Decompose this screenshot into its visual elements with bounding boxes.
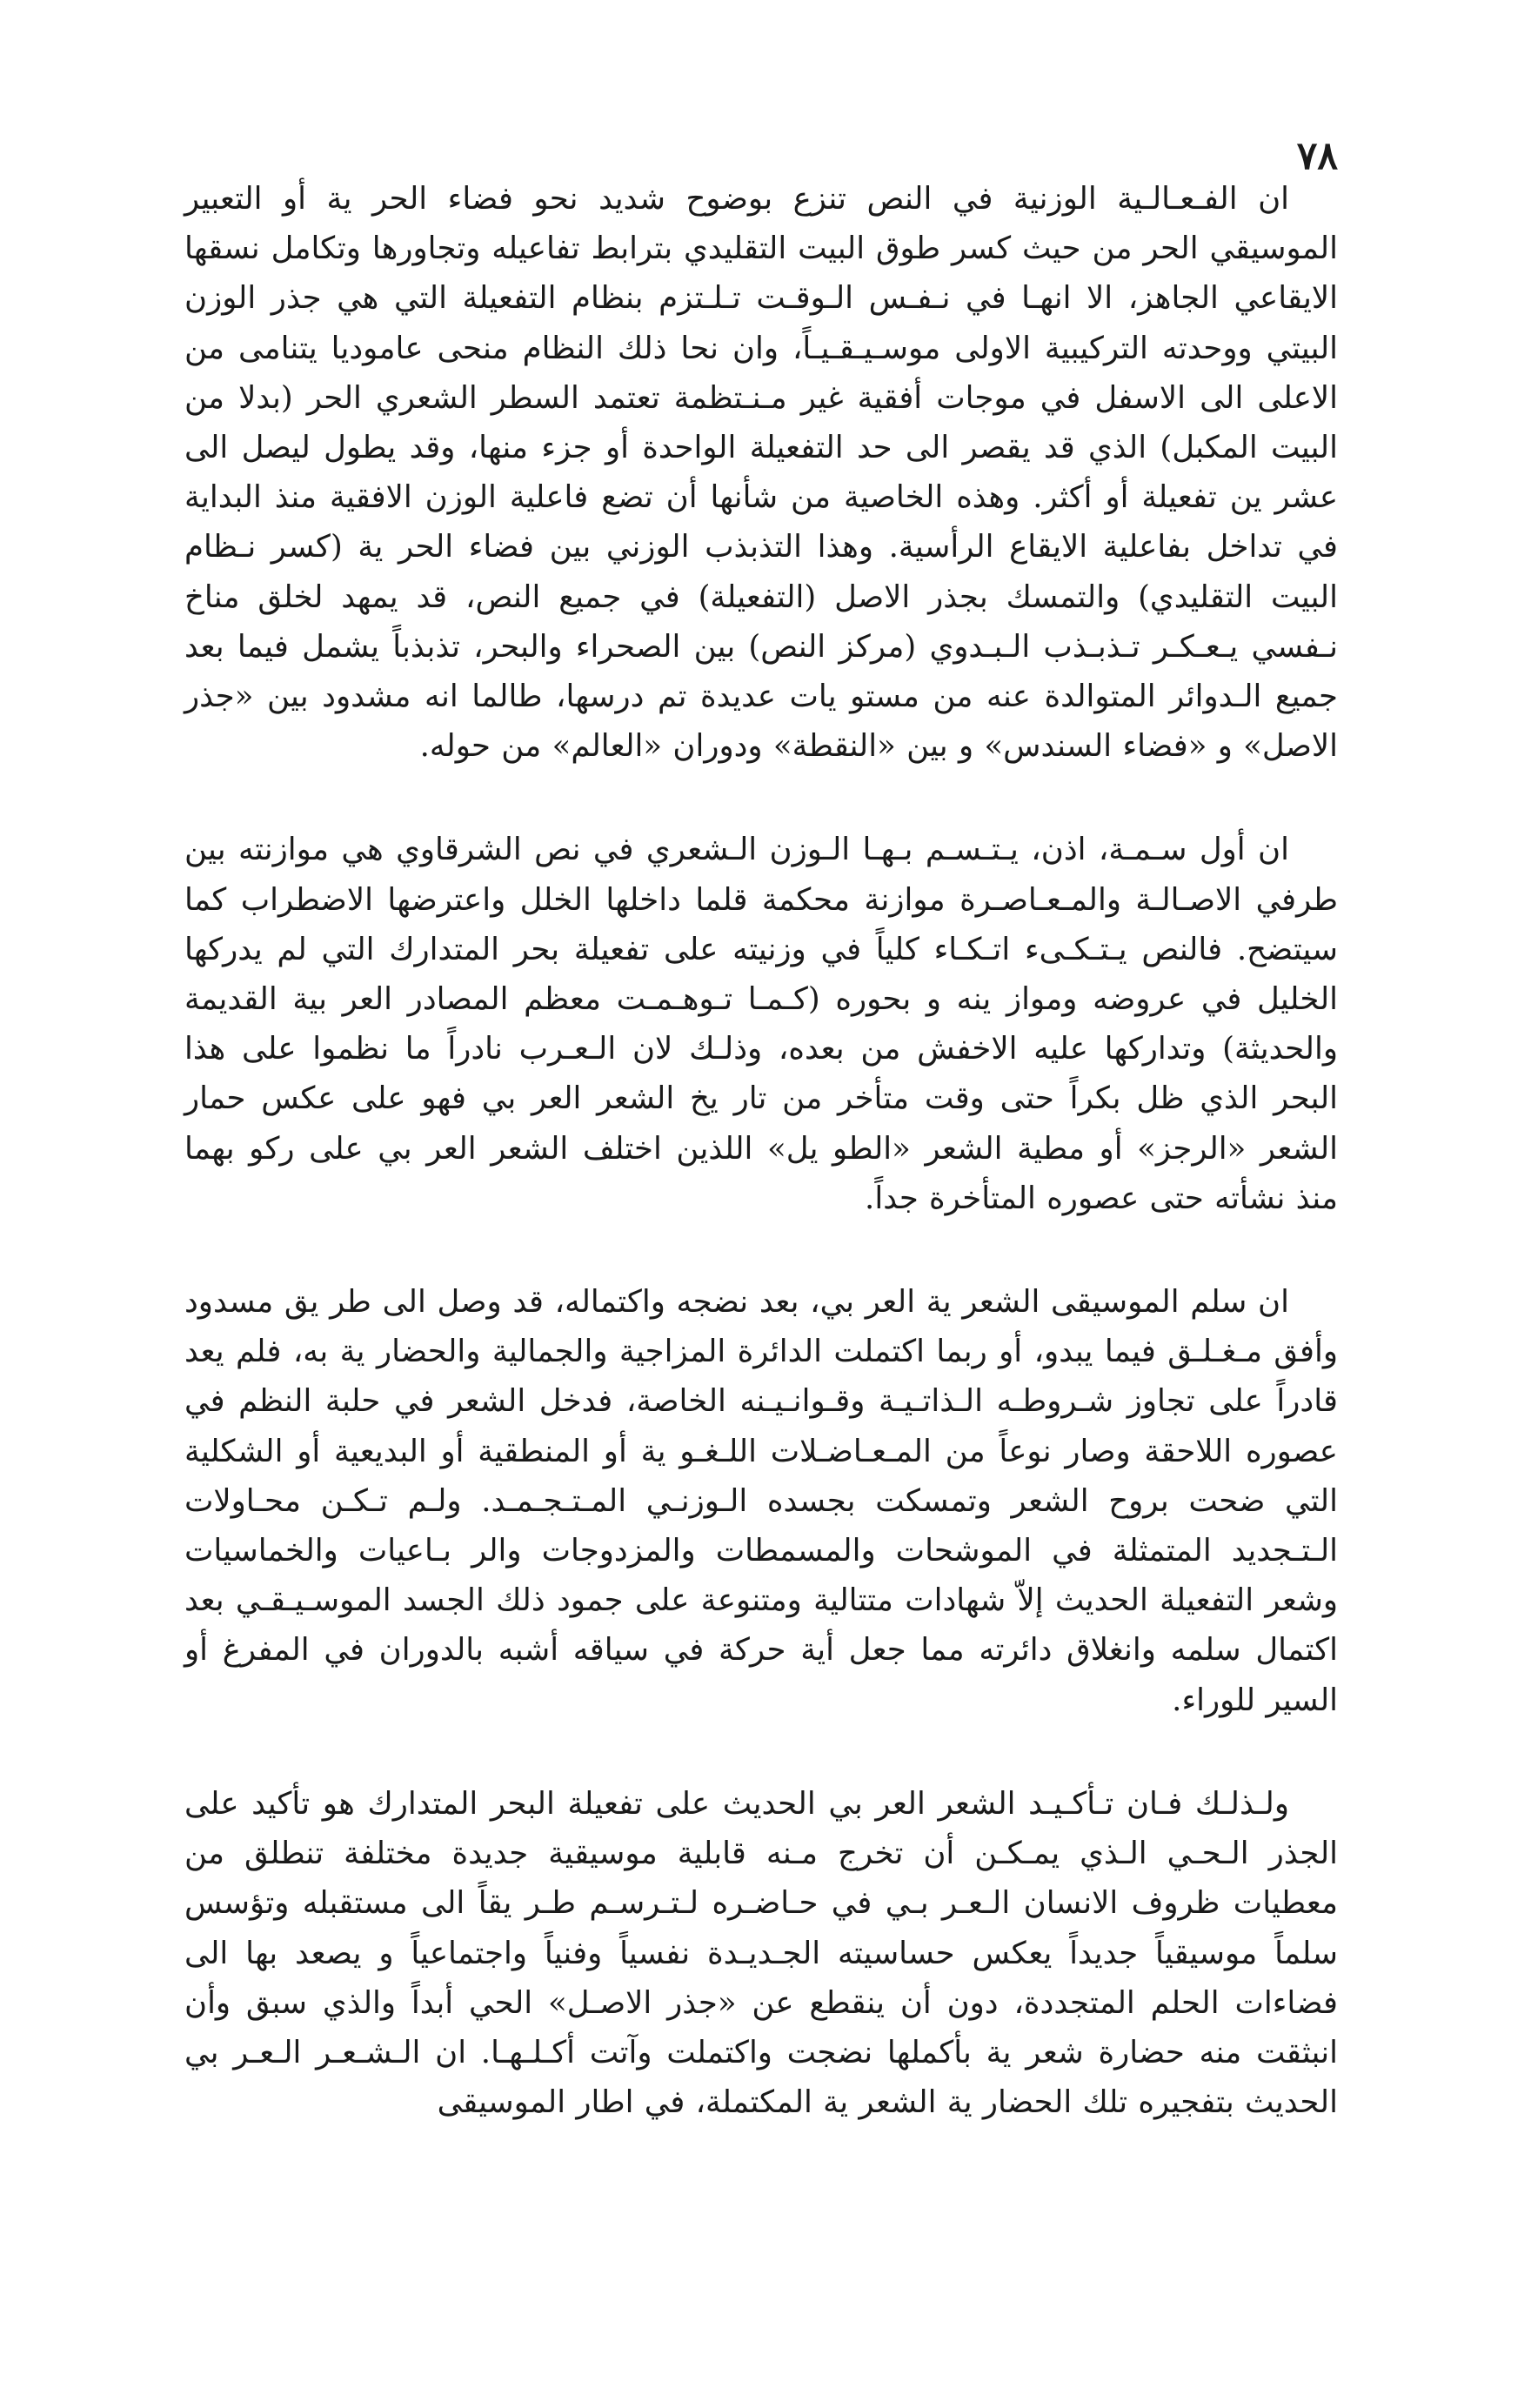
paragraph-2: ان أول سـمـة، اذن، يـتـسـم بـهـا الـوزن الـشعري في نص الشرقاوي هي موازنته بين طرفي الاصـالـة والمـعـاصـرة موازنة محكمة قلما داخلها الخلل واعترضها الاضطراب كما سيتضح. فالنص يـتـكـىء اتـكـاء كلياً في وزنيته على تفعيلة بحر المتدارك التي لم يدركها الخليل في عروضه ومواز ينه و بحوره (كـمـا تـوهـمـت معظم المصادر العر بية القديمة والحديثة) وتداركها عليه الاخفش من بعده، وذلـك لان الـعـرب نادراً ما نظموا على هذا البحر الذي ظل بكراً حتى وقت متأخر من تار يخ الشعر العر بي فهو على عكس حمار الشعر «الرجز» أو مطية الشعر «الطو يل» اللذين اختلف الشعر العر بي على ركو بهما منذ نشأته حتى عصوره المتأخرة جداً.: [184, 832, 1338, 1216]
paragraph-1: ان الفـعـالـية الوزنية في النص تنزع بوضوح شديد نحو فضاء الحر ية أو التعبير الموسيقي الحر من حيث كسر طوق البيت التقليدي بترابط تفاعيله وتجاورها وتكامل نسقها الايقاعي الجاهز، الا انهـا في نـفـس الـوقـت تـلـتزم بنظام التفعيلة التي هي جذر الوزن البيتي ووحدته التركيبية الاولى موسـيـقـيـاً، وان نحا ذلك النظام منحى عاموديا يتنامى من الاعلى الى الاسفل في موجات أفقية غير مـنـتظمة تعتمد السطر الشعري الحر (بدلا من البيت المكبل) الذي قد يقصر الى حد التفعيلة الواحدة أو جزء منها، وقد يطول ليصل الى عشر ين تفعيلة أو أكثر. وهذه الخاصية من شأنها أن تضع فاعلية الوزن الافقية منذ البداية في تداخل بفاعلية الايقاع الرأسية. وهذا التذبذب الوزني بين فضاء الحر ية (كسر نـظام البيت التقليدي) والتمسك بجذر الاصل (التفعيلة) في جميع النص، قد يمهد لخلق مناخ نـفسي يـعـكـر تـذبـذب الـبـدوي (مركز النص) بين الصحراء والبحر، تذبذباً يشمل فيما بعد جميع الـدوائر المتوالدة عنه من مستو يات عديدة تم درسها، طالما انه مشدود بين «جذر الاصل» و «فضاء السندس» و بين «النقطة» ودوران «العالم» من حوله.: [184, 181, 1338, 765]
page-number: ٧٨: [1296, 134, 1338, 178]
body-text: [184, 174, 1338, 2127]
paragraph-4: ولـذلـك فـان تـأكـيـد الشعر العر بي الحديث على تفعيلة البحر المتدارك هو تأكيد على الجذر الـحـي الـذي يمـكـن أن تخرج مـنه قابلية موسيقية جديدة مختلفة تنطلق من معطيات ظروف الانسان الـعـر بـي في حـاضـره لـتـرسـم طـر يقاً الى مستقبله وتؤسس سلماً موسيقياً جديداً يعكس حساسيته الجـديـدة نفسياً وفنياً واجتماعياً و يصعد بها الى فضاءات الحلم المتجددة، دون أن ينقطع عن «جذر الاصـل» الحي أبداً والذي سبق وأن انبثقت منه حضارة شعر ية بأكملها نضجت واكتملت وآتت أكـلـهـا. ان الـشـعـر الـعـر بي الحديث بتفجيره تلك الحضار ية الشعر ية المكتملة، في اطار الموسيقى: [184, 1785, 1338, 2121]
paragraph-3: ان سلم الموسيقى الشعر ية العر بي، بعد نضجه واكتماله، قد وصل الى طر يق مسدود وأفق مـغـلـق فيما يبدو، أو ربما اكتملت الدائرة المزاجية والجمالية والحضار ية به، فلم يعد قادراً على تجاوز شـروطـه الـذاتـيـة وقـوانـيـنه الخاصة، فدخل الشعر في حلبة النظم في عصوره اللاحقة وصار نوعاً من المـعـاضـلات اللـغـو ية أو المنطقية أو البديعية أو الشكلية التي ضحت بروح الشعر وتمسكت بجسده الـوزنـي المـتـجـمـد. ولـم تـكـن محـاولات الـتـجديد المتمثلة في الموشحات والمسمطات والمزدوجات والر بـاعيات والخماسيات وشعر التفعيلة الحديث إلاّ شهادات متتالية ومتنوعة على جمود ذلك الجسد الموسـيـقـي بعد اكتمال سلمه وانغلاق دائرته مما جعل أية حركة في سياقه أشبه بالدوران في المفرغ أو السير للوراء.: [184, 1284, 1338, 1718]
